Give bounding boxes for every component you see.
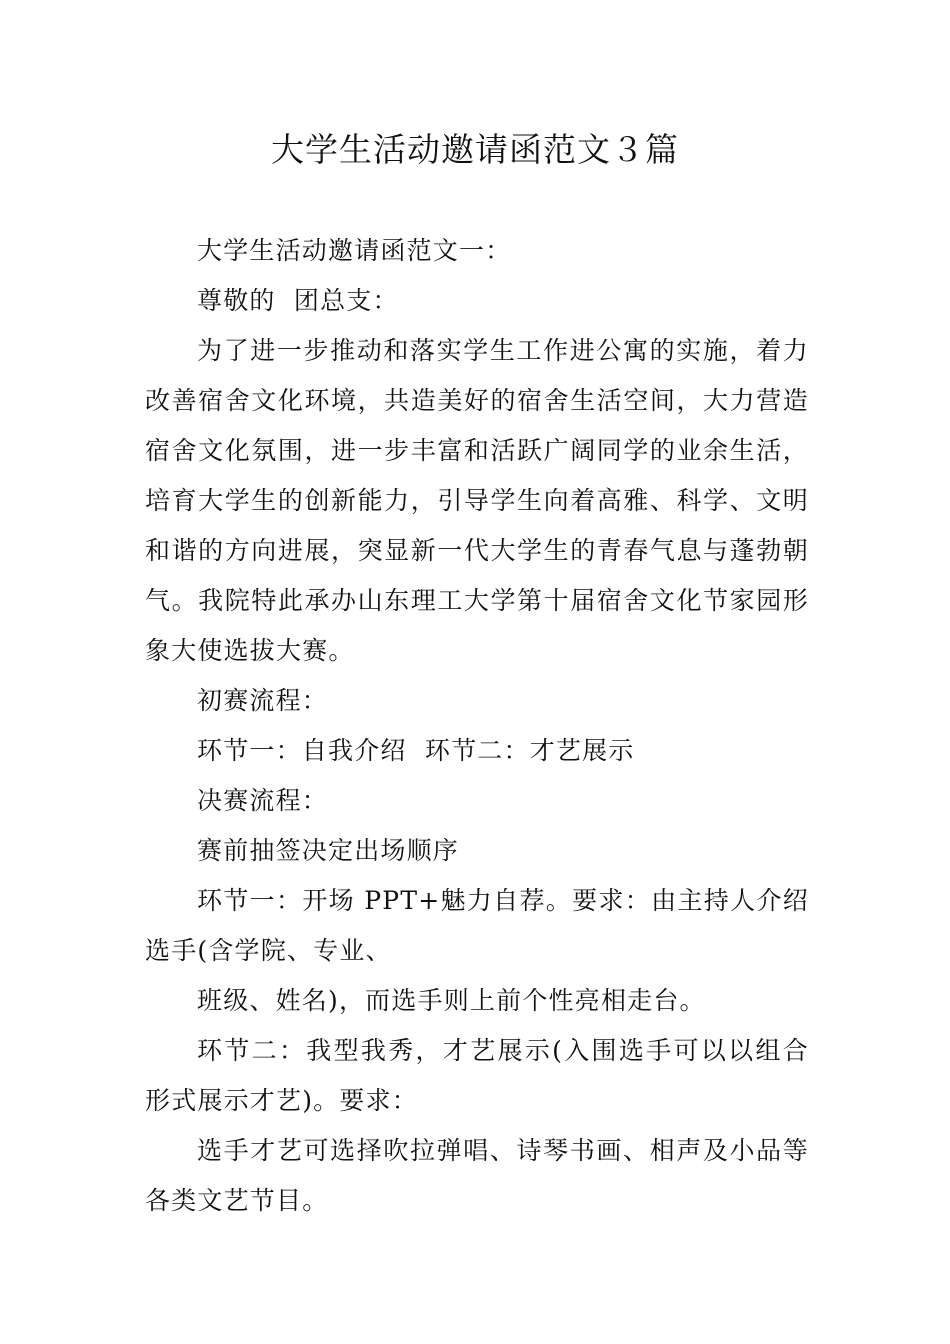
document-title: 大学生活动邀请函范文３篇 (271, 130, 679, 169)
paragraph-prelim-steps: 环节一：自我介绍 环节二：才艺展示 (197, 736, 635, 765)
paragraph-draw-order: 赛前抽签决定出场顺序 (197, 836, 460, 865)
paragraph-intro: 为了进一步推动和落实学生工作进公寓的实施，着力改善宿舍文化环境，共造美好的宿舍生活空间，大力营造宿舍文化氛围，进一步丰富和活跃广阔同学的业余生活，培育大学生的创新能力，引导学生向着高雅、科学、文明和谐的方向进展，突显新一代大学生的青春气息与蓬勃朝气。我院特此承办山东理工大学第十届宿舍文化节家园形象大使选拔大赛。 (145, 336, 809, 665)
paragraph-talent-options: 选手才艺可选择吹拉弹唱、诗琴书画、相声及小品等各类文艺节目。 (145, 1136, 809, 1215)
paragraph-step-two: 环节二：我型我秀，才艺展示(入围选手可以以组合形式展示才艺)。要求： (145, 1036, 809, 1115)
paragraph-final-heading: 决赛流程： (197, 786, 329, 815)
paragraph-heading-one: 大学生活动邀请函范文一： (197, 236, 512, 265)
paragraph-prelim-heading: 初赛流程： (197, 686, 329, 715)
document-body (145, 226, 809, 1226)
paragraph-step-one-cont: 班级、姓名)，而选手则上前个性亮相走台。 (197, 986, 706, 1015)
paragraph-step-one: 环节一：开场 PPT+魅力自荐。要求：由主持人介绍选手(含学院、专业、 (145, 886, 809, 965)
paragraph-salutation: 尊敬的 团总支： (197, 286, 399, 315)
